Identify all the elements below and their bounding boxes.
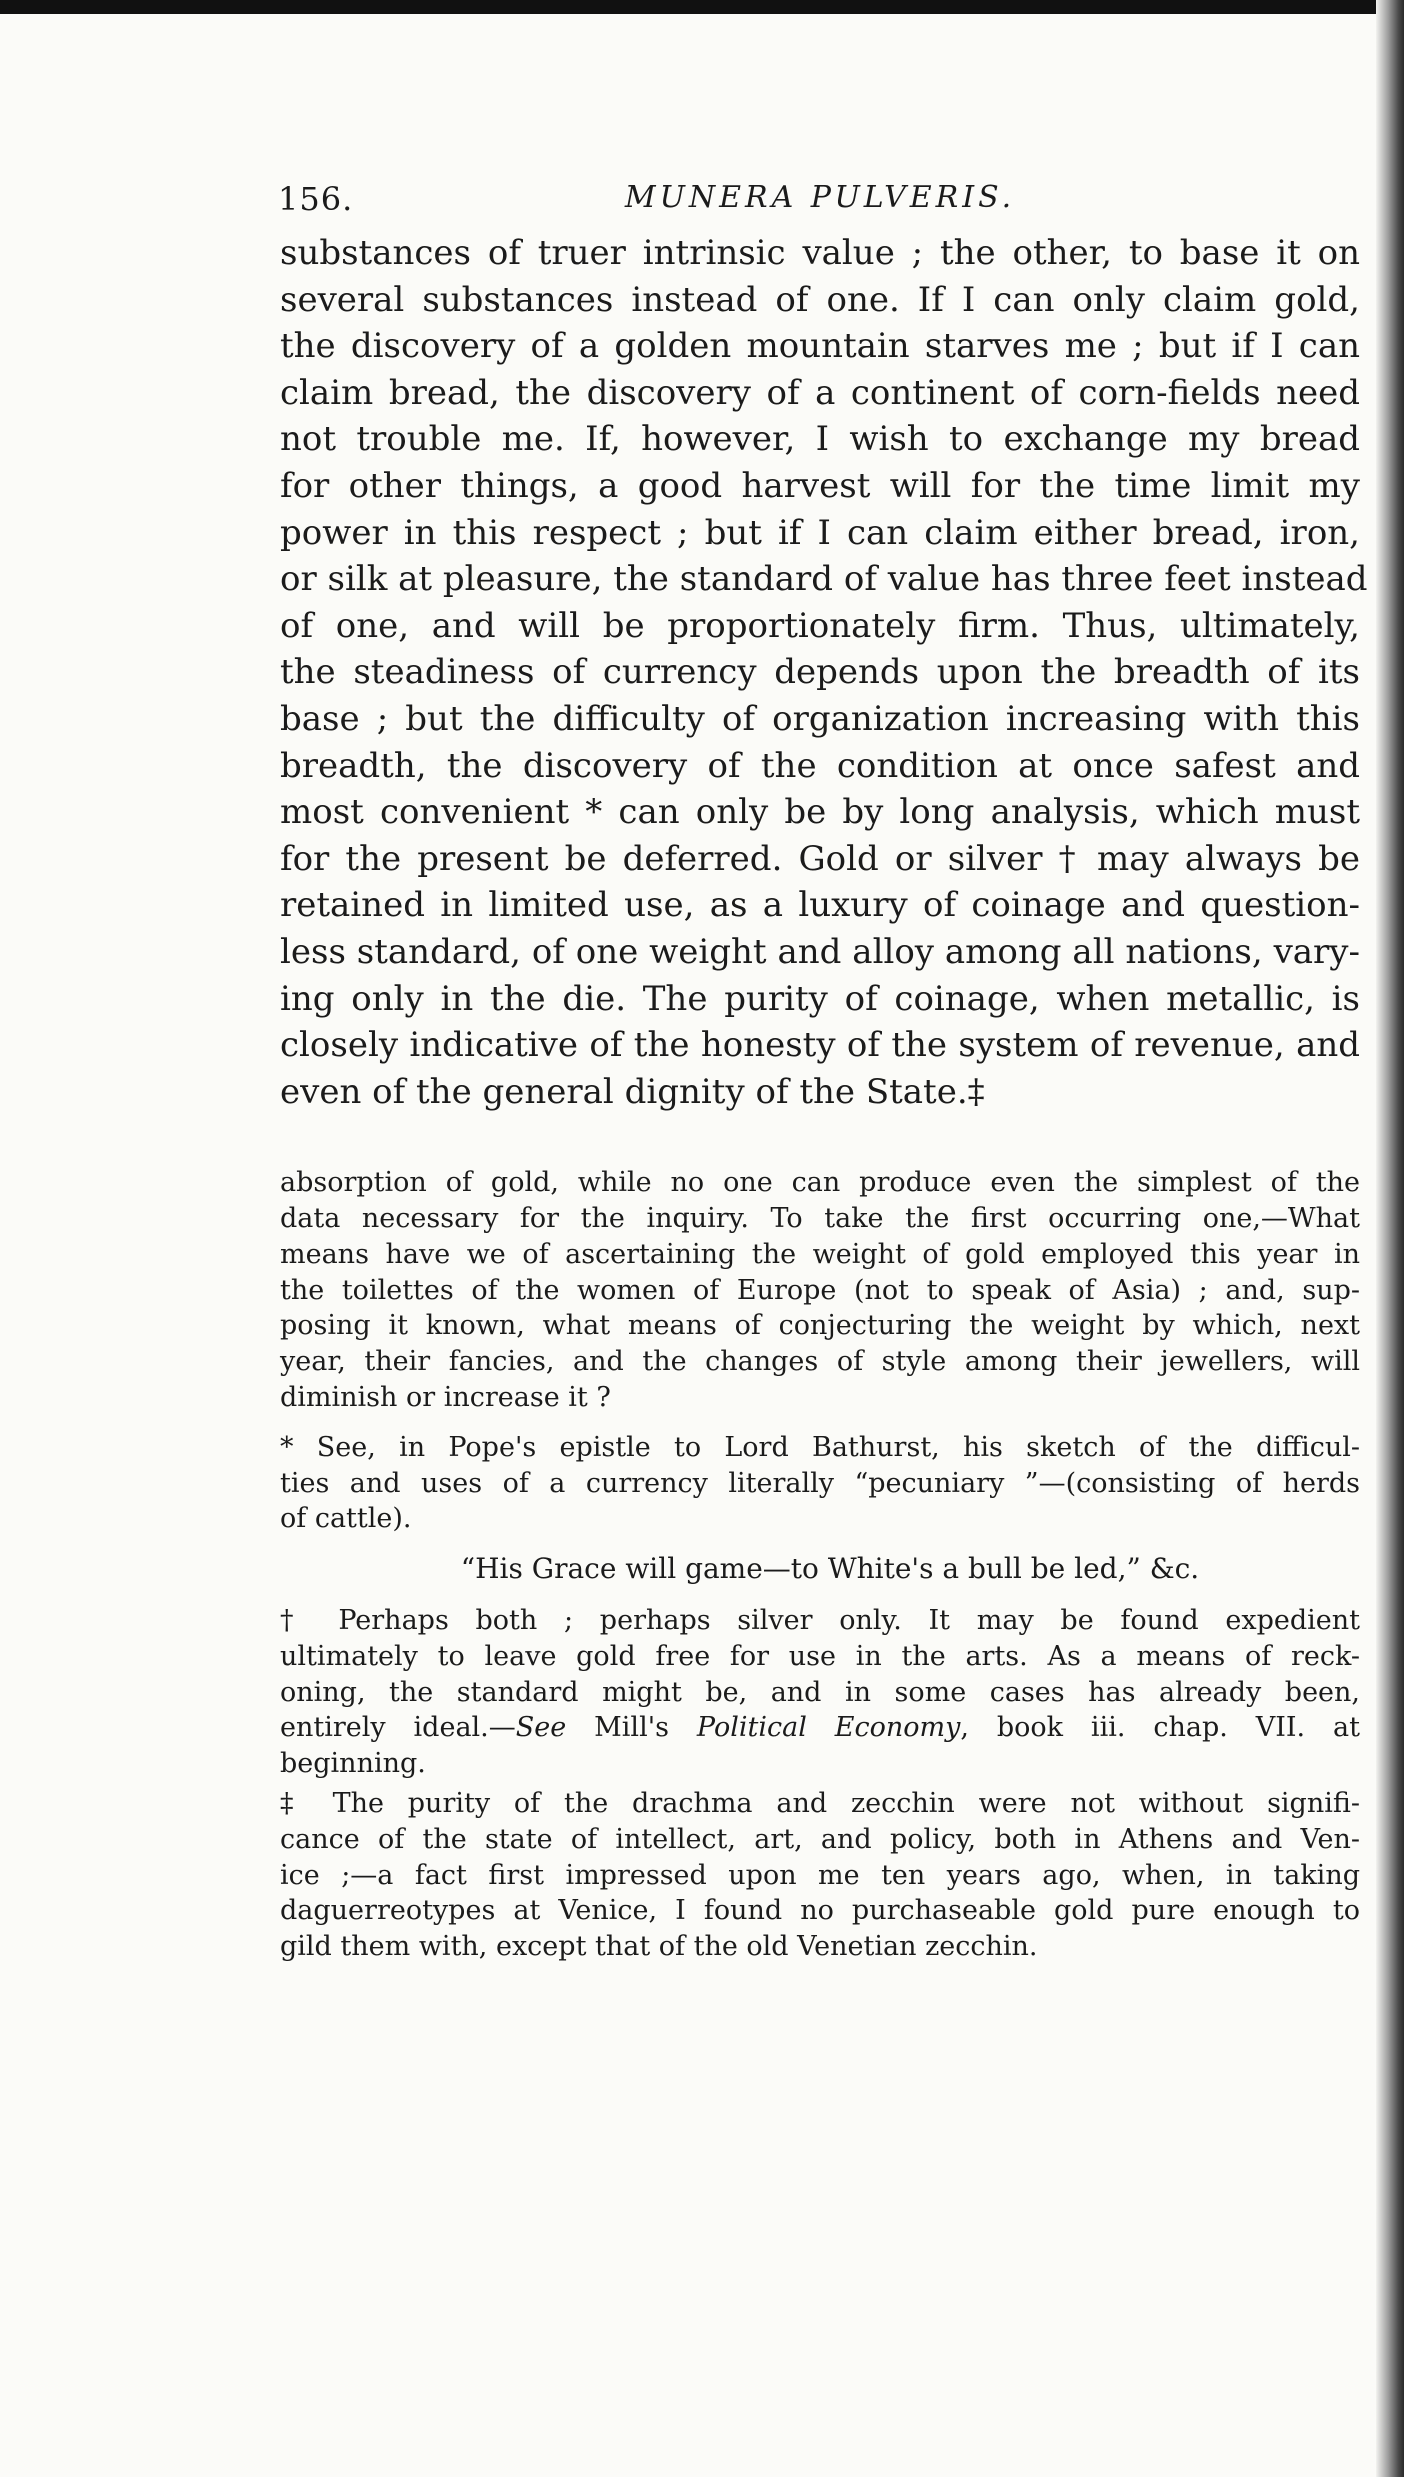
- footnote-line: data necessary for the inquiry. To take the first occurring one,—What: [280, 1203, 1360, 1235]
- footnote-asterisk: [280, 1430, 1360, 1537]
- footnote-line: diminish or increase it ?: [280, 1382, 611, 1414]
- footnote-line: † Perhaps both ; perhaps silver only. It may be found expedient: [280, 1605, 1360, 1637]
- body-line: base ; but the difficulty of organization increasing with this: [280, 698, 1360, 739]
- footnote-spacer: [280, 1416, 1360, 1430]
- page-header: [280, 150, 1360, 230]
- citation-author: Mill's: [566, 1712, 697, 1744]
- footnote-line: * See, in Pope's epistle to Lord Bathurst, his sketch of the difficul-: [280, 1431, 1360, 1463]
- body-line: power in this respect ; but if I can claim either bread, iron,: [280, 512, 1360, 553]
- body-line: for other things, a good harvest will for the time limit my: [280, 465, 1360, 506]
- citation-pre: entirely ideal.—: [280, 1712, 516, 1744]
- footnote-line: daguerreotypes at Venice, I found no purchaseable gold pure enough to: [280, 1895, 1360, 1927]
- scan-page-gutter: [1376, 0, 1404, 2477]
- main-body-text: [280, 230, 1368, 1115]
- footnote-line: posing it known, what means of conjecturing the weight by which, next: [280, 1310, 1360, 1342]
- citation-see: See: [515, 1712, 567, 1744]
- footnote-line: year, their fancies, and the changes of style among their jewellers, will: [280, 1346, 1360, 1378]
- footnote-continued: [280, 1165, 1360, 1416]
- book-page: [278, 150, 1368, 1965]
- footnote-line: oning, the standard might be, and in some cases has already been,: [280, 1676, 1360, 1708]
- footnote-line: the toilettes of the women of Europe (not to speak of Asia) ; and, sup-: [280, 1274, 1360, 1306]
- citation-post: , book iii. chap. VII. at: [960, 1712, 1361, 1744]
- body-line: of one, and will be proportionately firm. Thus, ultimately,: [280, 605, 1360, 646]
- body-line: retained in limited use, as a luxury of coinage and question-: [280, 885, 1360, 926]
- body-line: the discovery of a golden mountain starves me ; but if I can: [280, 326, 1360, 367]
- body-line: substances of truer intrinsic value ; the other, to base it on: [280, 233, 1360, 273]
- body-line: even of the general dignity of the State.‡: [280, 1071, 985, 1112]
- body-line: ing only in the die. The purity of coinage, when metallic, is: [280, 978, 1360, 1019]
- running-title: MUNERA PULVERIS.: [624, 180, 1016, 215]
- footnote-line: ‡ The purity of the drachma and zecchin were not without signifi-: [280, 1788, 1360, 1820]
- footnote-line-citation: [280, 1710, 1360, 1746]
- footnote-line: means have we of ascertaining the weight of gold employed this year in: [280, 1238, 1360, 1270]
- pope-quotation: “His Grace will game—to White's a bull be led,” &c.: [460, 1552, 1200, 1586]
- footnote-dagger: [280, 1603, 1360, 1782]
- footnotes-section: [280, 1165, 1360, 1965]
- page-number: 156.: [278, 180, 354, 218]
- footnote-line: cance of the state of intellect, art, and policy, both in Athens and Ven-: [280, 1823, 1360, 1855]
- footnote-line: ties and uses of a currency literally “pecuniary ”—(consisting of herds: [280, 1467, 1360, 1499]
- citation-book-title: Political Economy: [696, 1712, 961, 1744]
- scan-top-edge: [0, 0, 1404, 14]
- footnote-line: of cattle).: [280, 1503, 412, 1535]
- body-line: most convenient * can only be by long analysis, which must: [280, 792, 1360, 833]
- footnote-double-dagger: [280, 1786, 1360, 1965]
- body-line: several substances instead of one. If I can only claim gold,: [280, 279, 1360, 320]
- body-line: less standard, of one weight and alloy among all nations, vary-: [280, 931, 1360, 972]
- footnote-line: gild them with, except that of the old Venetian zecchin.: [280, 1931, 1038, 1963]
- body-line: or silk at pleasure, the standard of value has three feet instead: [280, 559, 1368, 600]
- body-line: the steadiness of currency depends upon the breadth of its: [280, 652, 1360, 693]
- body-line: closely indicative of the honesty of the system of revenue, and: [280, 1025, 1360, 1066]
- footnote-line: ultimately to leave gold free for use in the arts. As a means of reck-: [280, 1640, 1360, 1672]
- body-line: for the present be deferred. Gold or silver † may always be: [280, 838, 1360, 879]
- footnote-line: beginning.: [280, 1748, 426, 1780]
- footnote-line: ice ;—a fact first impressed upon me ten years ago, when, in taking: [280, 1859, 1360, 1891]
- body-line: breadth, the discovery of the condition at once safest and: [280, 745, 1360, 786]
- body-line: claim bread, the discovery of a continent of corn-fields need: [280, 372, 1360, 413]
- footnote-line: absorption of gold, while no one can produce even the simplest of the: [280, 1167, 1360, 1199]
- body-line: not trouble me. If, however, I wish to exchange my bread: [280, 419, 1360, 460]
